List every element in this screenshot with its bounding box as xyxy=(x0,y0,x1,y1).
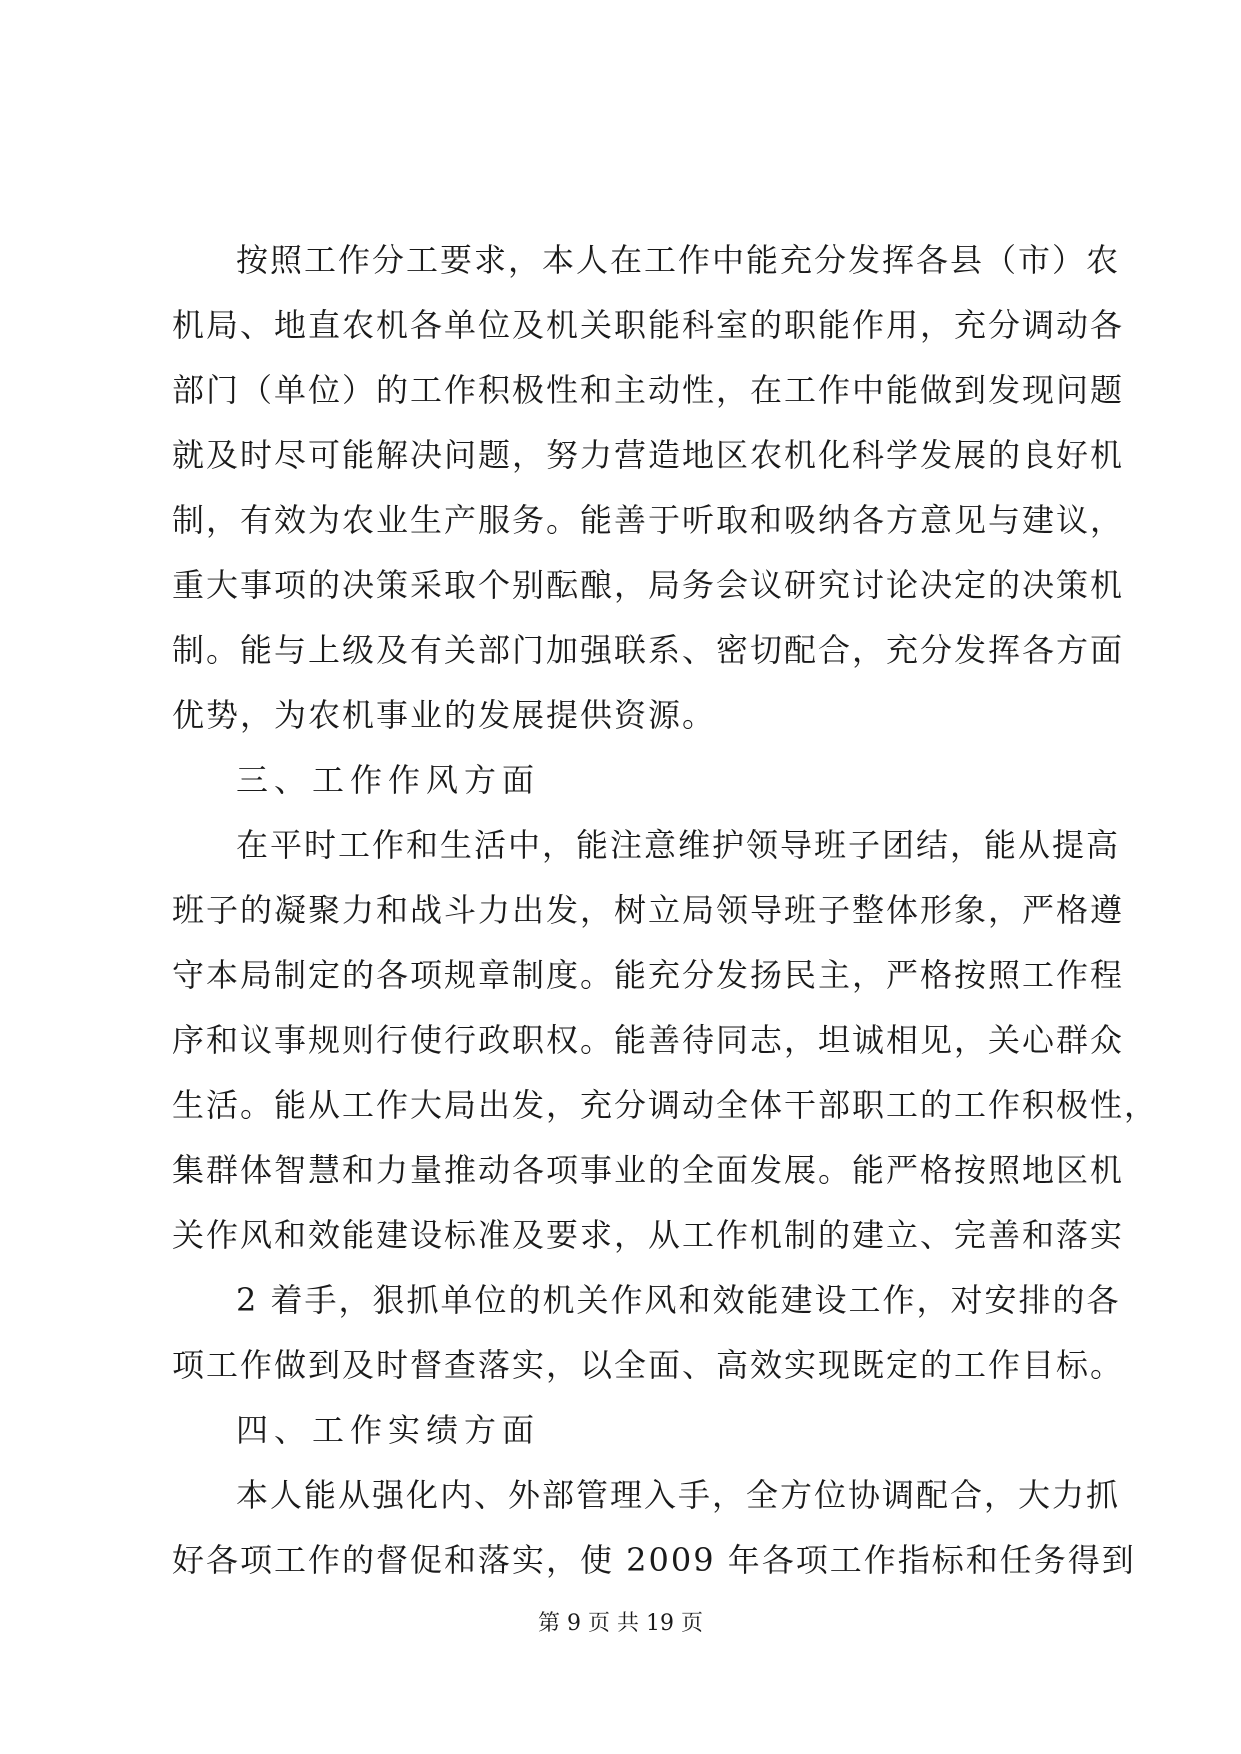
text-line: 重大事项的决策采取个别酝酿，局务会议研究讨论决定的决策机 xyxy=(172,566,1125,604)
page-number-footer: 第 9 页 共 19 页 xyxy=(538,1611,703,1636)
body-text xyxy=(172,228,1159,1593)
text-line: 生活。能从工作大局出发，充分调动全体干部职工的工作积极性， xyxy=(172,1086,1159,1124)
text-line: 集群体智慧和力量推动各项事业的全面发展。能严格按照地区机 xyxy=(172,1151,1125,1189)
text-line: 守本局制定的各项规章制度。能充分发扬民主，严格按照工作程 xyxy=(172,956,1125,994)
text-line: 序和议事规则行使行政职权。能善待同志，坦诚相见，关心群众 xyxy=(172,1021,1125,1059)
text-line: 在平时工作和生活中，能注意维护领导班子团结，能从提高 xyxy=(236,826,1121,864)
text-line: 2 着手，狠抓单位的机关作风和效能建设工作，对安排的各 xyxy=(236,1281,1121,1319)
section-heading: 三、工作作风方面 xyxy=(236,761,541,799)
text-line: 项工作做到及时督查落实，以全面、高效实现既定的工作目标。 xyxy=(172,1346,1125,1384)
text-line: 按照工作分工要求，本人在工作中能充分发挥各县（市）农 xyxy=(236,241,1121,279)
text-line: 就及时尽可能解决问题，努力营造地区农机化科学发展的良好机 xyxy=(172,436,1125,474)
text-line: 制，有效为农业生产服务。能善于听取和吸纳各方意见与建议， xyxy=(172,501,1125,539)
text-line: 优势，为农机事业的发展提供资源。 xyxy=(172,696,717,734)
text-line: 好各项工作的督促和落实，使 2009 年各项工作指标和任务得到 xyxy=(172,1541,1136,1579)
text-line: 班子的凝聚力和战斗力出发，树立局领导班子整体形象，严格遵 xyxy=(172,891,1125,929)
text-line: 机局、地直农机各单位及机关职能科室的职能作用，充分调动各 xyxy=(172,306,1125,344)
section-heading: 四、工作实绩方面 xyxy=(236,1411,541,1449)
text-line: 关作风和效能建设标准及要求，从工作机制的建立、完善和落实 xyxy=(172,1216,1125,1254)
text-line: 制。能与上级及有关部门加强联系、密切配合，充分发挥各方面 xyxy=(172,631,1125,669)
text-line: 部门（单位）的工作积极性和主动性，在工作中能做到发现问题 xyxy=(172,371,1125,409)
text-line: 本人能从强化内、外部管理入手，全方位协调配合，大力抓 xyxy=(236,1476,1121,1514)
